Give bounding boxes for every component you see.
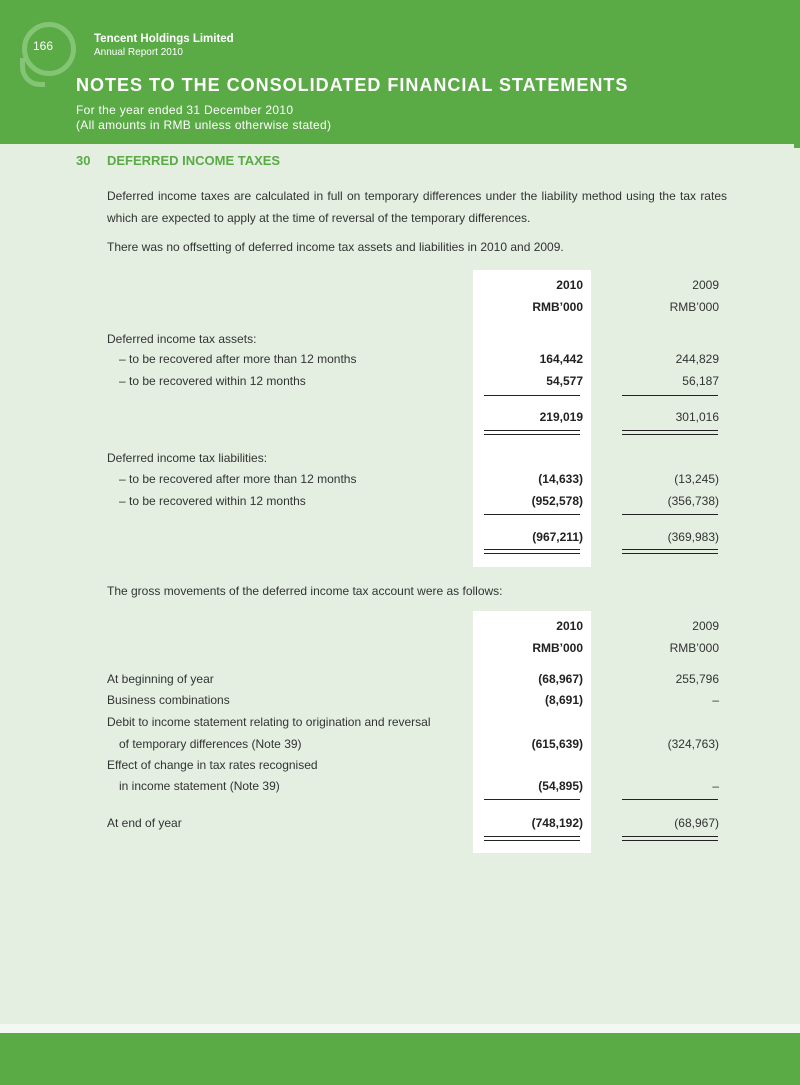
- table-row: [107, 470, 727, 492]
- value-2009: 56,187: [682, 374, 719, 388]
- value-2009: –: [712, 693, 719, 707]
- footer-strip: [0, 1024, 800, 1033]
- movements-paragraph: The gross movements of the deferred income tax account were as follows:: [107, 584, 503, 598]
- subtotal-rule: [484, 395, 580, 396]
- intro-paragraph: Deferred income taxes are calculated in full on temporary differences under the liability method using the tax rates which are expected to apply at the time of reversal of the temporary differences.: [107, 189, 727, 225]
- value-2010: (14,633): [538, 472, 583, 486]
- subtotal-rule: [622, 395, 718, 396]
- row-label: Debit to income statement relating to origination and reversal: [107, 715, 431, 729]
- total-double-rule: [484, 430, 580, 435]
- page-number: 166: [32, 39, 54, 53]
- table-row: [107, 814, 727, 836]
- col-2009-unit: RMB’000: [669, 300, 719, 314]
- col-2009-year: 2009: [692, 619, 719, 633]
- table-row: [107, 350, 727, 372]
- value-2010: (748,192): [531, 816, 583, 830]
- currency-subtitle: (All amounts in RMB unless otherwise stated): [76, 118, 332, 132]
- header-edge: [794, 144, 800, 148]
- row-label: – to be recovered after more than 12 months: [119, 352, 357, 366]
- page-title: NOTES TO THE CONSOLIDATED FINANCIAL STATEMENTS: [76, 75, 629, 95]
- table2-header-year: [107, 617, 727, 639]
- table-row: [107, 330, 727, 352]
- table-row: [107, 408, 727, 430]
- value-2009: –: [712, 779, 719, 793]
- table-row: [107, 372, 727, 394]
- value-2010: 164,442: [539, 352, 583, 366]
- value-2010: (615,639): [531, 737, 583, 751]
- value-2009: 244,829: [675, 352, 719, 366]
- row-label: of temporary differences (Note 39): [119, 737, 302, 751]
- col-2010-year: 2010: [556, 278, 583, 292]
- total-double-rule: [484, 836, 580, 841]
- liab-total-2009: (369,983): [667, 530, 719, 544]
- assets-total-2009: 301,016: [675, 410, 719, 424]
- assets-total-2010: 219,019: [539, 410, 583, 424]
- value-2010: (54,895): [538, 779, 583, 793]
- row-label: At end of year: [107, 816, 182, 830]
- table-row: [107, 528, 727, 550]
- subtotal-rule: [622, 514, 718, 515]
- company-name: Tencent Holdings Limited: [94, 33, 234, 45]
- table-row: [107, 735, 727, 757]
- total-double-rule: [622, 836, 718, 841]
- table-row: [107, 777, 727, 799]
- row-label: – to be recovered within 12 months: [119, 374, 306, 388]
- col-2009-year: 2009: [692, 278, 719, 292]
- table-row: [107, 756, 727, 778]
- value-2009: (356,738): [667, 494, 719, 508]
- total-double-rule: [484, 549, 580, 554]
- value-2010: (952,578): [531, 494, 583, 508]
- table-row: [107, 713, 727, 735]
- col-2010-unit: RMB’000: [532, 300, 583, 314]
- value-2009: (13,245): [674, 472, 719, 486]
- value-2009: (68,967): [674, 816, 719, 830]
- page-footer: [0, 1033, 800, 1085]
- total-double-rule: [622, 549, 718, 554]
- table1-header-year: [107, 276, 727, 298]
- value-2010: (8,691): [544, 693, 583, 707]
- table-row: [107, 449, 727, 471]
- period-subtitle: For the year ended 31 December 2010: [76, 103, 294, 117]
- liab-total-2010: (967,211): [532, 530, 583, 544]
- value-2010: (68,967): [538, 672, 583, 686]
- row-label: – to be recovered after more than 12 months: [119, 472, 357, 486]
- row-label: Business combinations: [107, 693, 230, 707]
- table-row: [107, 691, 727, 713]
- table2-header-unit: [107, 639, 727, 661]
- section-number: 30: [76, 153, 91, 168]
- table-row: [107, 492, 727, 514]
- report-name: Annual Report 2010: [94, 47, 183, 58]
- assets-heading: Deferred income tax assets:: [107, 332, 257, 346]
- row-label: At beginning of year: [107, 672, 214, 686]
- table1-header-unit: [107, 298, 727, 320]
- subtotal-rule: [484, 514, 580, 515]
- col-2010-year: 2010: [556, 619, 583, 633]
- offsetting-paragraph: There was no offsetting of deferred income tax assets and liabilities in 2010 and 2009.: [107, 240, 564, 254]
- row-label: in income statement (Note 39): [119, 779, 280, 793]
- value-2010: 54,577: [546, 374, 583, 388]
- total-double-rule: [622, 430, 718, 435]
- subtotal-rule: [622, 799, 718, 800]
- liabilities-heading: Deferred income tax liabilities:: [107, 451, 268, 465]
- subtotal-rule: [484, 799, 580, 800]
- section-title: DEFERRED INCOME TAXES: [107, 153, 281, 168]
- table-row: [107, 670, 727, 692]
- col-2009-unit: RMB’000: [669, 641, 719, 655]
- row-label: – to be recovered within 12 months: [119, 494, 306, 508]
- col-2010-unit: RMB’000: [532, 641, 583, 655]
- row-label: Effect of change in tax rates recognised: [107, 758, 318, 772]
- value-2009: 255,796: [675, 672, 719, 686]
- value-2009: (324,763): [667, 737, 719, 751]
